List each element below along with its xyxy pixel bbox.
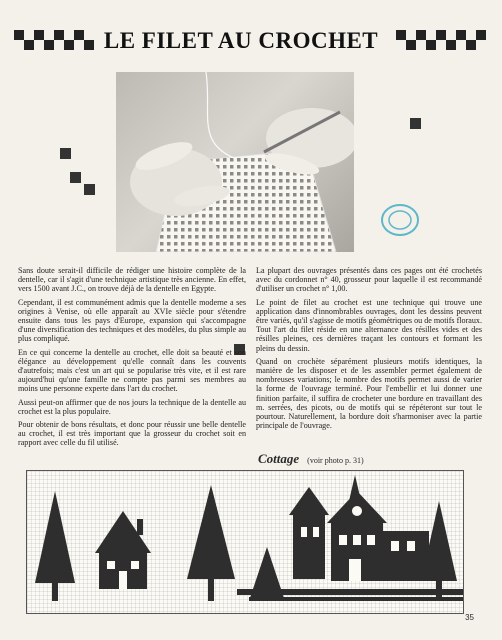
decorative-square: [70, 172, 81, 183]
decorative-square: [60, 148, 71, 159]
text-column-right: [256, 266, 482, 434]
paragraph: Le point de filet au crochet est une technique qui trouve une application dans d'innombrables ouvrages, dont les dessins peuvent être variés, qu'il s'agisse de motifs géométriques ou de motifs floraux. Tout l'art du filet réside en une alternance des résilles vides et des résilles pleines, ces dernières traçant les contours et formant les pleins du dessin.: [256, 297, 482, 353]
filet-pattern-chart: [26, 470, 464, 614]
photo-reference: (voir photo p. 31): [307, 456, 364, 465]
paragraph: Pour obtenir de bons résultats, et donc pour réussir une belle dentelle au crochet, il est très important que la grosseur du crochet soit en rapport avec celle du fil utilisé.: [18, 420, 246, 448]
decorative-square: [84, 184, 95, 195]
paragraph: La plupart des ouvrages présentés dans ces pages ont été crochetés avec du cordonnet n° 40, grosseur pour laquelle il est recommandé d'utiliser un crochet n° 1,00.: [256, 266, 482, 294]
stamp-graphic: [378, 200, 422, 240]
paragraph: Cependant, il est communément admis que la dentelle moderne a ses origines à Venise, où elle apparaît au XVIe siècle pour s'étendre ensuite dans tous les pays d'Europe, expansion qui s'accompagne d'une diversification des techniques et des modèles, du plus simple au plus compliqué.: [18, 297, 246, 344]
pattern-title: Cottage: [258, 451, 300, 466]
pattern-heading: [258, 450, 364, 468]
paragraph: En ce qui concerne la dentelle au crochet, elle doit sa beauté et son élégance au développement qu'elle connaît dans les couvents d'autrefois; mais c'est un art qui se popularise très vite, et il est rare aujourd'hui qu'une famille ne compte pas parmi ses membres au moins une personne experte dans l'art du crochet.: [18, 347, 246, 394]
paragraph: Sans doute serait-il difficile de rédiger une histoire complète de la dentelle, car il s'agit d'une technique artistique très ancienne. En effet, vers 1500 avant J.C., on trouve déjà de la dentelle en Egypte.: [18, 266, 246, 294]
crochet-photo: [116, 72, 354, 252]
page-title: LE FILET AU CROCHET: [103, 28, 379, 53]
paragraph: Quand on crochète séparément plusieurs motifs identiques, la manière de les disposer et de les assembler permet également de nombreuses variations; le nombre des motifs permet aussi de varier la forme de l'ouvrage terminé. Pour l'embellir et lui donner une finition parfaite, il suffira de crocheter une bordure en travaillant des m. serrées, des picots, ou de motifs qui se répéteront sur tout le pourtour. Naturellement, la bordure doit s'harmoniser avec la partie principale de l'ouvrage.: [256, 356, 482, 431]
text-column-left: [18, 266, 246, 452]
cottage-pattern-grid: [27, 471, 463, 613]
decorative-square: [410, 118, 421, 129]
crochet-hands-illustration: [116, 72, 354, 252]
paragraph: Aussi peut-on affirmer que de nos jours la technique de la dentelle au crochet est la plus populaire.: [18, 397, 246, 416]
page-number: 35: [465, 613, 474, 622]
